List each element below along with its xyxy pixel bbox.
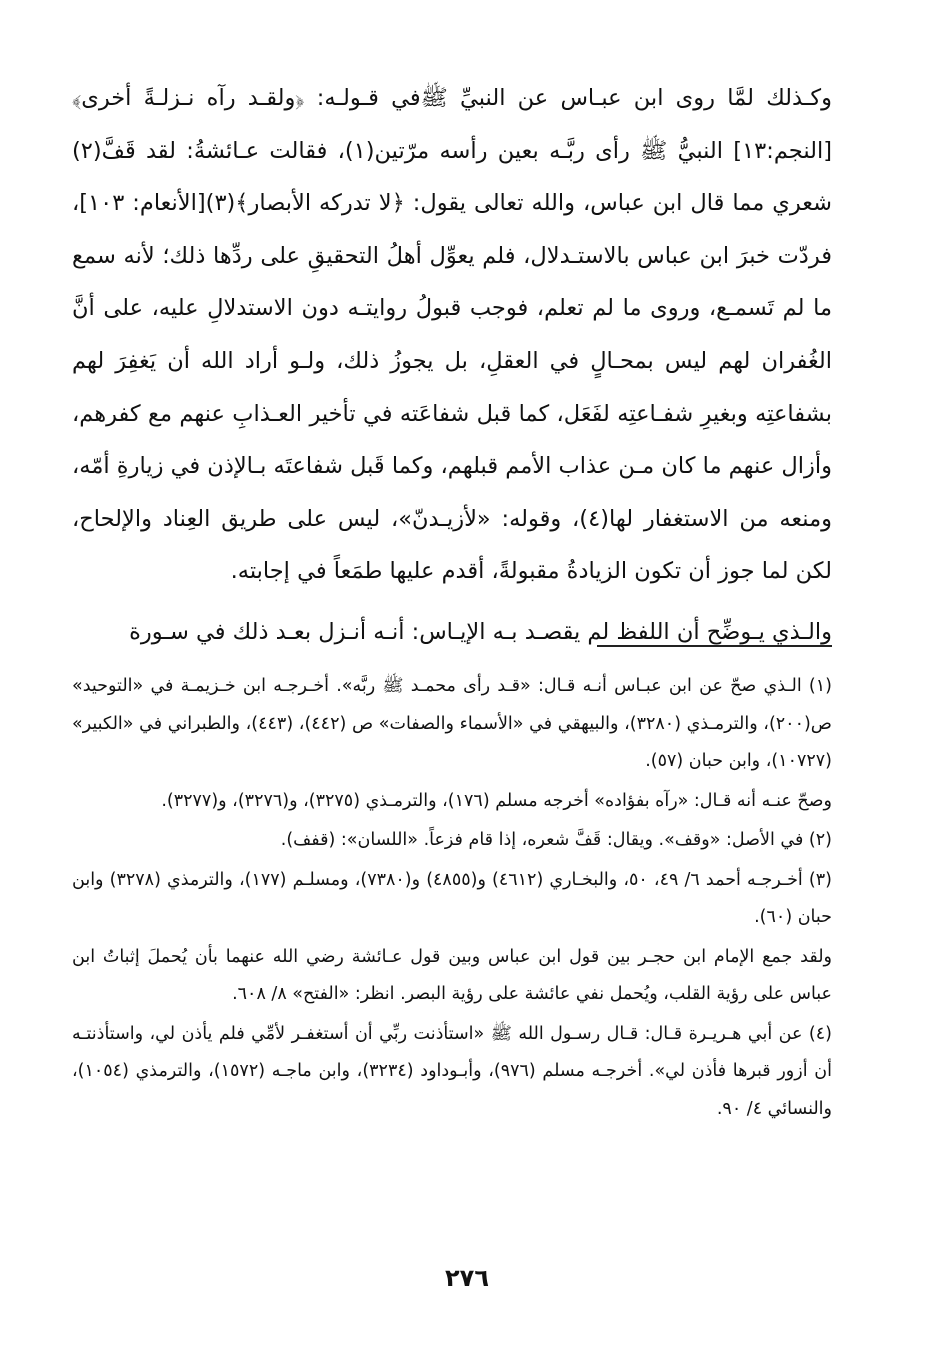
footnote-1: (١) الـذي صحّ عن ابن عبـاس أنـه قـال: «قـد رأى محمـد ﷺ ربَّه». أخـرجـه ابن خـزيمـة في «التوحيد» ص(٢٠٠)، والترمـذي (٣٢٨٠)، والبيهقي في «الأسماء والصفات» ص (٤٤٢)، (٤٤٣)، والطبراني في «الكبير» (١٠٧٢٧)، وابن حبان (٥٧). [72,676,832,771]
footnote-3: (٣) أخـرجـه أحمد ٦/ ٤٩، ٥٠، والبخـاري (٤٦١٢) و(٤٨٥٥) و(٧٣٨٠)، ومسلـم (١٧٧)، والترمذي (٣٢٧٨) وابن حبان (٦٠). [72,869,832,927]
footnote-4: (٤) عن أبي هـريـرة قـال: قـال رسـول الله ﷺ «استأذنت ربِّي أن أستغفـر لأمِّي فلم يأذن لي، واستأذنتـه أن أزور قبرها فأذن لي». أخرجـه مسلم (٩٧٦)، وأبـوداود (٣٢٣٤)، وابن ماجـه (١٥٧٢)، والترمذي (١٠٥٤)، والنسائي ٤/ ٩٠. [72,1023,832,1119]
footnote-3-continued: ولقد جمع الإمام ابن حجـر بين قول ابن عباس وبين قول عـائشة رضي الله عنهما بأن يُحملَ إثباتُ ابن عباس على رؤية القلب، ويُحمل نفي عائشة على رؤية البصر. انظر: «الفتح» ٨/ ٦٠٨. [72,946,832,1004]
footnote-1-continued: وصحّ عنـه أنه قـال: «رآه بفؤاده» أخرجه مسلم (١٧٦)، والترمـذي (٣٢٧٥)، و(٣٢٧٦)، و(٣٢٧٧). [161,790,832,811]
footnotes-section [72,668,832,1128]
main-paragraph-continued: والـذي يـوضِّح أن اللفظ لم يقصـد بـه الإيـاس: أنـه أنـزل بعـد ذلك في سـورة [129,618,832,645]
footnote-separator-line [597,645,832,647]
page-number: ٢٧٦ [445,1264,489,1292]
footnote-2: (٢) في الأصل: «وقف». ويقال: قَفَّ شعره، إذا قام فزعاً. «اللسان»: (قفف). [280,830,832,850]
main-paragraph: وكـذلك لمَّا روى ابن عبـاس عن النبيِّ ﷺفي قـولـه: ﴿ولقـد رآه نـزلـةً أخرى﴾[النجم:١٣] النبيُّ ﷺ رأى ربَّـه بعين رأسه مرّتين(١)، فقالت عـائشةُ: لقد قَفَّ(٢) شعري مما قال ابن عباس، والله تعالى يقول: ﴿لا تدركه الأبصار﴾(٣)[الأنعام: ١٠٣]، فردّت خبرَ ابن عباس بالاستـدلال، فلم يعوِّل أهلُ التحقيقِ على ردِّها ذلك؛ لأنه سمع ما لم تَسمـع، وروى ما لم تعلم، فوجب قبولُ روايتـه دون الاستدلالِ عليه، على أنَّ الغُفران لهم ليس بمحـالٍ في العقلِ، بل يجوزُ ذلك، ولـو أراد الله أن يَغفِرَ لهم بشفاعتِه وبغيرِ شفـاعتِه لفَعَل، كما قبل شفاعَته في تأخير العـذابِ عنهم مع كفرهم، وأزال عنهم ما كان مـن عذاب الأمم قبلهم، وكما قَبل شفاعتَه بـالإذن في زيارةِ أمّه، ومنعه من الاستغفار لها(٤)، وقوله: «لأزيـدنّ»، ليس على طريق العِناد والإلحاح، لكن لما جوز أن تكون الزيادةُ مقبولةً، أقدم عليها طمَعاً في إجابته. [72,85,832,585]
main-text-body [72,72,832,659]
